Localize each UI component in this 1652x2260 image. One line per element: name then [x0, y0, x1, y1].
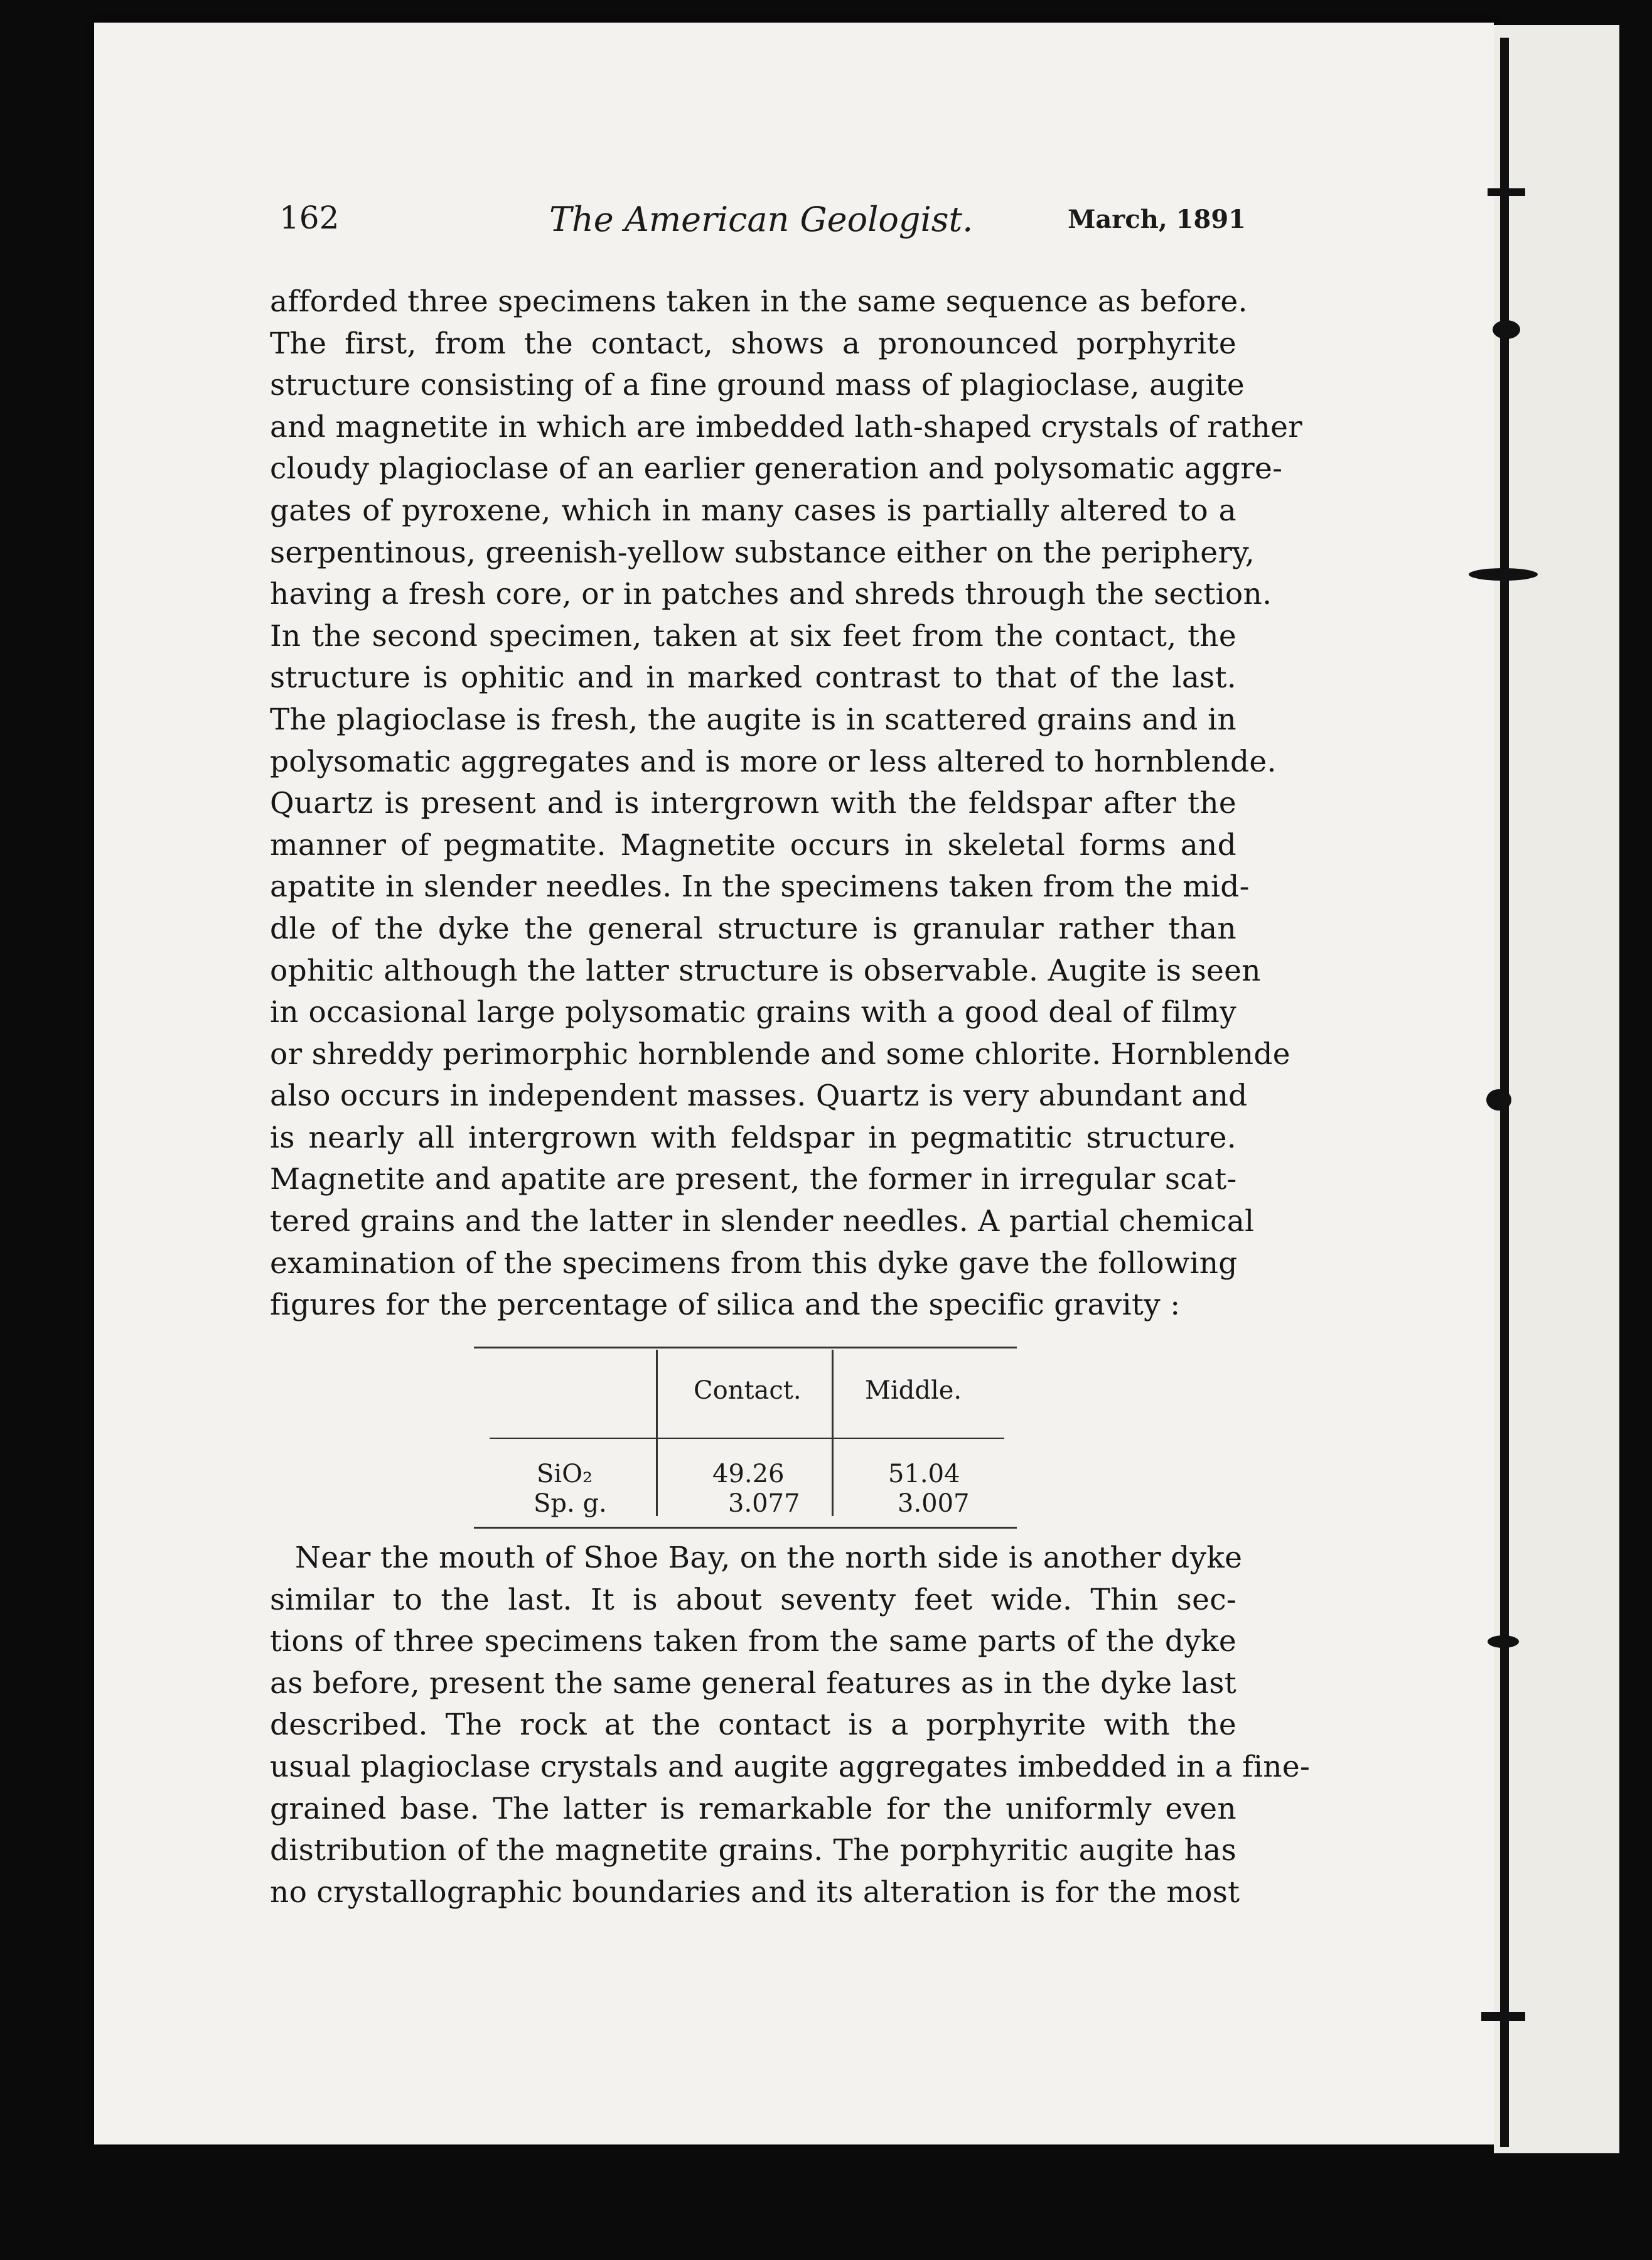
paragraph-1	[270, 281, 1302, 1326]
paragraph-2	[270, 1537, 1311, 1913]
col-header-contact: Contact.	[694, 1376, 802, 1405]
text-line: The plagioclase is fresh, the augite is in scattered grains and in	[270, 702, 1236, 737]
row-label: Sp. g.	[534, 1489, 607, 1518]
text-line: tered grains and the latter in slender needles. A partial chemical	[270, 1204, 1255, 1239]
text-line: Near the mouth of Shoe Bay, on the north side is another dyke	[295, 1541, 1243, 1575]
text-line: having a fresh core, or in patches and shreds through the section.	[270, 577, 1272, 612]
text-line: figures for the percentage of silica and the specific gravity :	[270, 1288, 1181, 1323]
text-line: dle of the dyke the general structure is granular rather than	[270, 911, 1236, 946]
text-line: structure is ophitic and in marked contrast to that of the last.	[270, 660, 1236, 696]
issue-date: March, 1891	[1068, 205, 1246, 234]
text-line: ophitic although the latter structure is observable. Augite is seen	[270, 953, 1261, 988]
text-line: and magnetite in which are imbedded lath-shaped crystals of rather	[270, 409, 1302, 444]
text-line: Magnetite and apatite are present, the former in irregular scat-	[270, 1162, 1237, 1197]
text-line: structure consisting of a fine ground mass of plagioclase, augite	[270, 368, 1245, 403]
table-header-rule	[490, 1438, 1004, 1439]
text-line: tions of three specimens taken from the same parts of the dyke	[270, 1624, 1236, 1659]
cell-contact: 49.26	[712, 1460, 785, 1488]
text-line: polysomatic aggregates and is more or less altered to hornblende.	[270, 744, 1277, 779]
text-line: afforded three specimens taken in the same sequence as before.	[270, 284, 1248, 319]
binding-thread-mark	[1469, 568, 1538, 581]
text-line: no crystallographic boundaries and its alteration is for the most	[270, 1875, 1240, 1910]
binding-thread-mark	[1488, 188, 1525, 196]
binding-thread-mark	[1486, 1089, 1511, 1111]
text-line: Quartz is present and is intergrown with the feldspar after the	[270, 786, 1236, 821]
text-line: manner of pegmatite. Magnetite occurs in skeletal forms and	[270, 827, 1236, 863]
text-line: as before, present the same general features as in the dyke last	[270, 1665, 1236, 1701]
text-line: in occasional large polysomatic grains with a good deal of filmy	[270, 995, 1236, 1030]
text-line: apatite in slender needles. In the specimens taken from the mid-	[270, 869, 1250, 905]
text-line: similar to the last. It is about seventy feet wide. Thin sec-	[270, 1582, 1236, 1617]
journal-title: The American Geologist.	[549, 200, 973, 239]
running-header	[279, 200, 1246, 237]
text-line: In the second specimen, taken at six feet from the contact, the	[270, 618, 1236, 654]
table-bottom-rule	[474, 1527, 1017, 1529]
binding-thread-mark	[1481, 2012, 1525, 2021]
text-line: cloudy plagioclase of an earlier generation and polysomatic aggre-	[270, 451, 1283, 487]
text-line: or shreddy perimorphic hornblende and some chlorite. Hornblende	[270, 1036, 1290, 1072]
text-line: also occurs in independent masses. Quartz is very abundant and	[270, 1079, 1248, 1114]
table-col-divider	[656, 1350, 658, 1516]
cell-middle: 3.007	[898, 1489, 970, 1518]
page-number: 162	[279, 200, 340, 236]
text-line: grained base. The latter is remarkable for the uniformly even	[270, 1791, 1236, 1826]
cell-middle: 51.04	[888, 1460, 960, 1488]
text-line: usual plagioclase crystals and augite aggregates imbedded in a fine-	[270, 1749, 1311, 1784]
table-col-divider	[832, 1350, 834, 1516]
text-line: gates of pyroxene, which in many cases is partially altered to a	[270, 493, 1236, 528]
cell-contact: 3.077	[728, 1489, 800, 1518]
text-line: distribution of the magnetite grains. The porphyritic augite has	[270, 1833, 1236, 1868]
facing-page-edge	[1494, 25, 1619, 2153]
text-line: examination of the specimens from this dyke gave the following	[270, 1246, 1238, 1281]
text-line: The first, from the contact, shows a pronounced porphyrite	[270, 326, 1236, 361]
row-label: SiO₂	[537, 1460, 593, 1488]
binding-thread-mark	[1493, 320, 1520, 339]
text-line: is nearly all intergrown with feldspar in pegmatitic structure.	[270, 1120, 1236, 1155]
binding-thread-mark	[1488, 1635, 1519, 1648]
text-line: described. The rock at the contact is a porphyrite with the	[270, 1708, 1236, 1743]
col-header-middle: Middle.	[865, 1376, 962, 1405]
text-line: serpentinous, greenish-yellow substance either on the periphery,	[270, 535, 1255, 570]
table-top-rule	[474, 1347, 1017, 1348]
